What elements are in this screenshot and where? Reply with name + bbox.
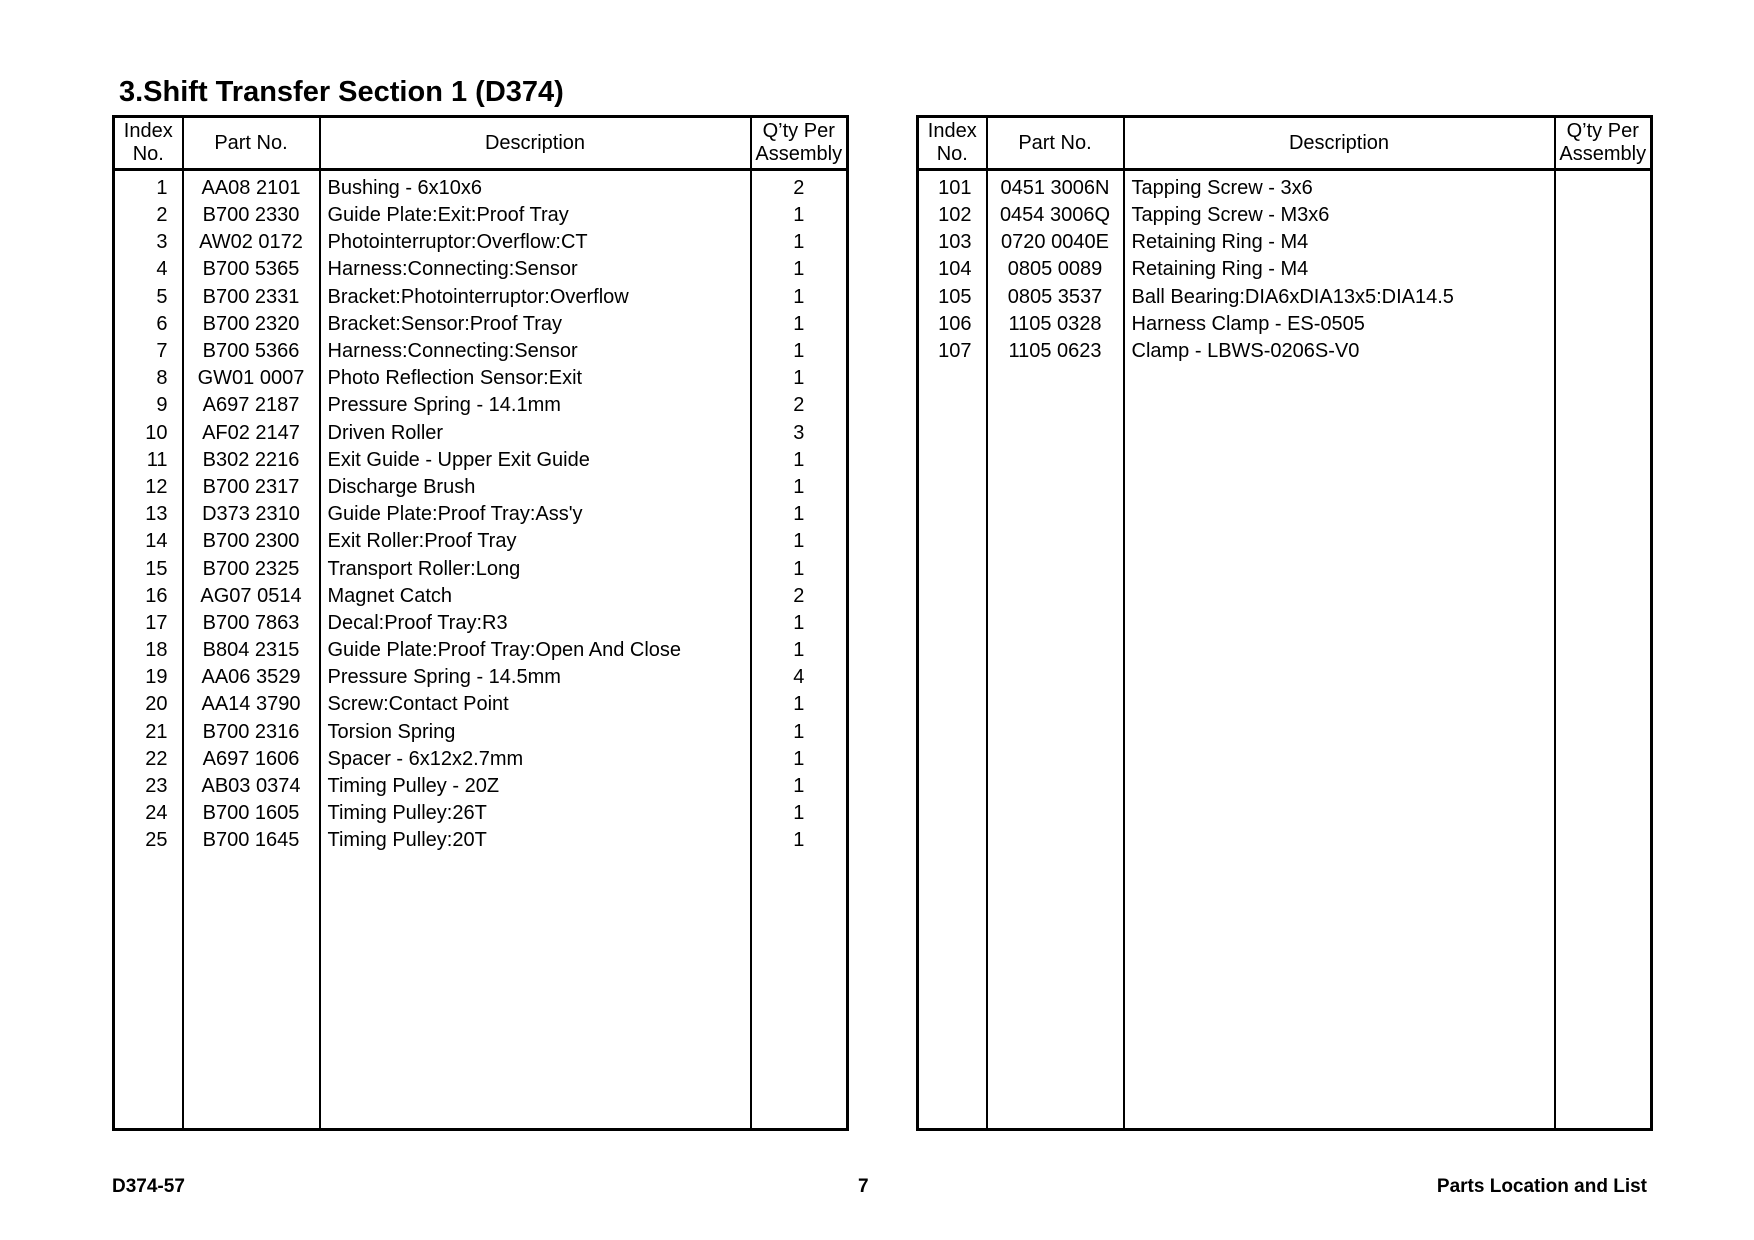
part-no-cell: AG07 0514 [183,583,320,610]
qty-cell: 1 [751,746,848,773]
table-row [918,284,1652,311]
page-title: 3.Shift Transfer Section 1 (D374) [119,76,564,108]
header-description: Description [320,117,751,170]
table-row [114,474,848,501]
description-cell: Driven Roller [320,420,751,447]
description-cell: Pressure Spring - 14.1mm [320,392,751,419]
description-cell: Timing Pulley - 20Z [320,773,751,800]
table-row [114,528,848,555]
part-no-cell: B700 2320 [183,311,320,338]
qty-cell: 2 [751,583,848,610]
qty-cell [1555,229,1652,256]
index-cell: 8 [114,365,183,392]
table-header-row [918,117,1652,170]
description-cell: Harness:Connecting:Sensor [320,338,751,365]
part-no-cell: B700 5365 [183,256,320,283]
header-part-no: Part No. [183,117,320,170]
part-no-cell: AA14 3790 [183,691,320,718]
index-cell: 20 [114,691,183,718]
description-cell: Ball Bearing:DIA6xDIA13x5:DIA14.5 [1124,284,1555,311]
qty-cell: 1 [751,338,848,365]
qty-cell [1555,170,1652,203]
part-no-cell: 0454 3006Q [987,202,1124,229]
index-cell: 5 [114,284,183,311]
part-no-cell: B804 2315 [183,637,320,664]
index-cell: 11 [114,447,183,474]
part-no-cell: B700 1605 [183,800,320,827]
index-cell: 103 [918,229,987,256]
table-row [918,338,1652,365]
part-no-cell: AW02 0172 [183,229,320,256]
empty-cell [1555,365,1652,1129]
qty-cell: 1 [751,800,848,827]
table-row [918,311,1652,338]
index-cell: 19 [114,664,183,691]
description-cell: Harness Clamp - ES-0505 [1124,311,1555,338]
index-cell: 10 [114,420,183,447]
table-row [114,202,848,229]
table-row [918,229,1652,256]
description-cell: Magnet Catch [320,583,751,610]
description-cell: Discharge Brush [320,474,751,501]
header-index: Index No. [918,117,987,170]
qty-cell: 3 [751,420,848,447]
qty-cell: 1 [751,637,848,664]
table-row [114,501,848,528]
table-row [114,800,848,827]
header-qty: Q’ty Per Assembly [751,117,848,170]
table-row [114,311,848,338]
description-cell: Retaining Ring - M4 [1124,229,1555,256]
qty-cell [1555,311,1652,338]
index-cell: 107 [918,338,987,365]
empty-cell [987,365,1124,1129]
qty-cell: 2 [751,392,848,419]
table-row [114,447,848,474]
index-cell: 7 [114,338,183,365]
table-filler-row [918,365,1652,1129]
table-row [114,284,848,311]
part-no-cell: A697 2187 [183,392,320,419]
index-cell: 3 [114,229,183,256]
table-row [114,555,848,582]
part-no-cell: B302 2216 [183,447,320,474]
part-no-cell: 0805 0089 [987,256,1124,283]
qty-cell [1555,338,1652,365]
part-no-cell: AF02 2147 [183,420,320,447]
table-row [114,229,848,256]
part-no-cell: B700 2300 [183,528,320,555]
part-no-cell: B700 2317 [183,474,320,501]
index-cell: 105 [918,284,987,311]
index-cell: 6 [114,311,183,338]
header-part-no: Part No. [987,117,1124,170]
table-row [114,392,848,419]
index-cell: 104 [918,256,987,283]
footer-section-name: Parts Location and List [1436,1176,1647,1197]
qty-cell: 1 [751,365,848,392]
table-row [918,256,1652,283]
description-cell: Spacer - 6x12x2.7mm [320,746,751,773]
table-row [114,420,848,447]
qty-cell: 1 [751,555,848,582]
qty-cell: 4 [751,664,848,691]
table-row [114,719,848,746]
index-cell: 16 [114,583,183,610]
footer-page-number: 7 [858,1176,869,1197]
qty-cell: 1 [751,202,848,229]
table-row [114,170,848,203]
index-cell: 17 [114,610,183,637]
qty-cell: 1 [751,691,848,718]
part-no-cell: AA06 3529 [183,664,320,691]
description-cell: Guide Plate:Exit:Proof Tray [320,202,751,229]
header-description: Description [1124,117,1555,170]
part-no-cell: D373 2310 [183,501,320,528]
description-cell: Tapping Screw - 3x6 [1124,170,1555,203]
index-cell: 21 [114,719,183,746]
table-row [114,746,848,773]
parts-table-left [112,115,849,1131]
table-row [114,256,848,283]
index-cell: 101 [918,170,987,203]
qty-cell: 1 [751,827,848,854]
table-row [918,170,1652,203]
empty-cell [918,365,987,1129]
description-cell: Retaining Ring - M4 [1124,256,1555,283]
description-cell: Torsion Spring [320,719,751,746]
index-cell: 1 [114,170,183,203]
header-index: Index No. [114,117,183,170]
table-row [114,664,848,691]
description-cell: Decal:Proof Tray:R3 [320,610,751,637]
part-no-cell: 1105 0623 [987,338,1124,365]
part-no-cell: AA08 2101 [183,170,320,203]
table-header-row [114,117,848,170]
index-cell: 14 [114,528,183,555]
footer-page-code: D374-57 [112,1176,185,1197]
part-no-cell: B700 2316 [183,719,320,746]
description-cell: Bracket:Sensor:Proof Tray [320,311,751,338]
part-no-cell: 0720 0040E [987,229,1124,256]
table-row [114,583,848,610]
qty-cell: 1 [751,284,848,311]
description-cell: Bracket:Photointerruptor:Overflow [320,284,751,311]
qty-cell: 1 [751,311,848,338]
description-cell: Tapping Screw - M3x6 [1124,202,1555,229]
empty-cell [1124,365,1555,1129]
empty-cell [320,855,751,1130]
empty-cell [114,855,183,1130]
description-cell: Guide Plate:Proof Tray:Open And Close [320,637,751,664]
description-cell: Photointerruptor:Overflow:CT [320,229,751,256]
header-qty: Q’ty Per Assembly [1555,117,1652,170]
index-cell: 102 [918,202,987,229]
index-cell: 12 [114,474,183,501]
empty-cell [183,855,320,1130]
part-no-cell: B700 7863 [183,610,320,637]
description-cell: Bushing - 6x10x6 [320,170,751,203]
description-cell: Screw:Contact Point [320,691,751,718]
part-no-cell: B700 5366 [183,338,320,365]
empty-cell [751,855,848,1130]
table-row [918,202,1652,229]
index-cell: 25 [114,827,183,854]
table-row [114,691,848,718]
description-cell: Timing Pulley:26T [320,800,751,827]
description-cell: Pressure Spring - 14.5mm [320,664,751,691]
description-cell: Harness:Connecting:Sensor [320,256,751,283]
qty-cell: 1 [751,474,848,501]
table-row [114,827,848,854]
qty-cell: 1 [751,528,848,555]
parts-table-right [916,115,1653,1131]
description-cell: Transport Roller:Long [320,555,751,582]
table-row [114,773,848,800]
index-cell: 106 [918,311,987,338]
part-no-cell: 0805 3537 [987,284,1124,311]
part-no-cell: A697 1606 [183,746,320,773]
index-cell: 15 [114,555,183,582]
qty-cell [1555,284,1652,311]
part-no-cell: 1105 0328 [987,311,1124,338]
index-cell: 4 [114,256,183,283]
part-no-cell: B700 2331 [183,284,320,311]
qty-cell [1555,256,1652,283]
index-cell: 2 [114,202,183,229]
index-cell: 13 [114,501,183,528]
qty-cell: 1 [751,501,848,528]
table-row [114,610,848,637]
description-cell: Photo Reflection Sensor:Exit [320,365,751,392]
table-row [114,365,848,392]
qty-cell: 1 [751,447,848,474]
description-cell: Exit Guide - Upper Exit Guide [320,447,751,474]
part-no-cell: GW01 0007 [183,365,320,392]
qty-cell [1555,202,1652,229]
index-cell: 22 [114,746,183,773]
table-filler-row [114,855,848,1130]
part-no-cell: 0451 3006N [987,170,1124,203]
part-no-cell: B700 2325 [183,555,320,582]
qty-cell: 1 [751,773,848,800]
part-no-cell: B700 2330 [183,202,320,229]
index-cell: 24 [114,800,183,827]
description-cell: Timing Pulley:20T [320,827,751,854]
table-row [114,338,848,365]
index-cell: 18 [114,637,183,664]
description-cell: Exit Roller:Proof Tray [320,528,751,555]
description-cell: Clamp - LBWS-0206S-V0 [1124,338,1555,365]
index-cell: 23 [114,773,183,800]
qty-cell: 1 [751,229,848,256]
qty-cell: 1 [751,610,848,637]
part-no-cell: AB03 0374 [183,773,320,800]
part-no-cell: B700 1645 [183,827,320,854]
table-row [114,637,848,664]
description-cell: Guide Plate:Proof Tray:Ass'y [320,501,751,528]
index-cell: 9 [114,392,183,419]
qty-cell: 1 [751,256,848,283]
qty-cell: 1 [751,719,848,746]
qty-cell: 2 [751,170,848,203]
